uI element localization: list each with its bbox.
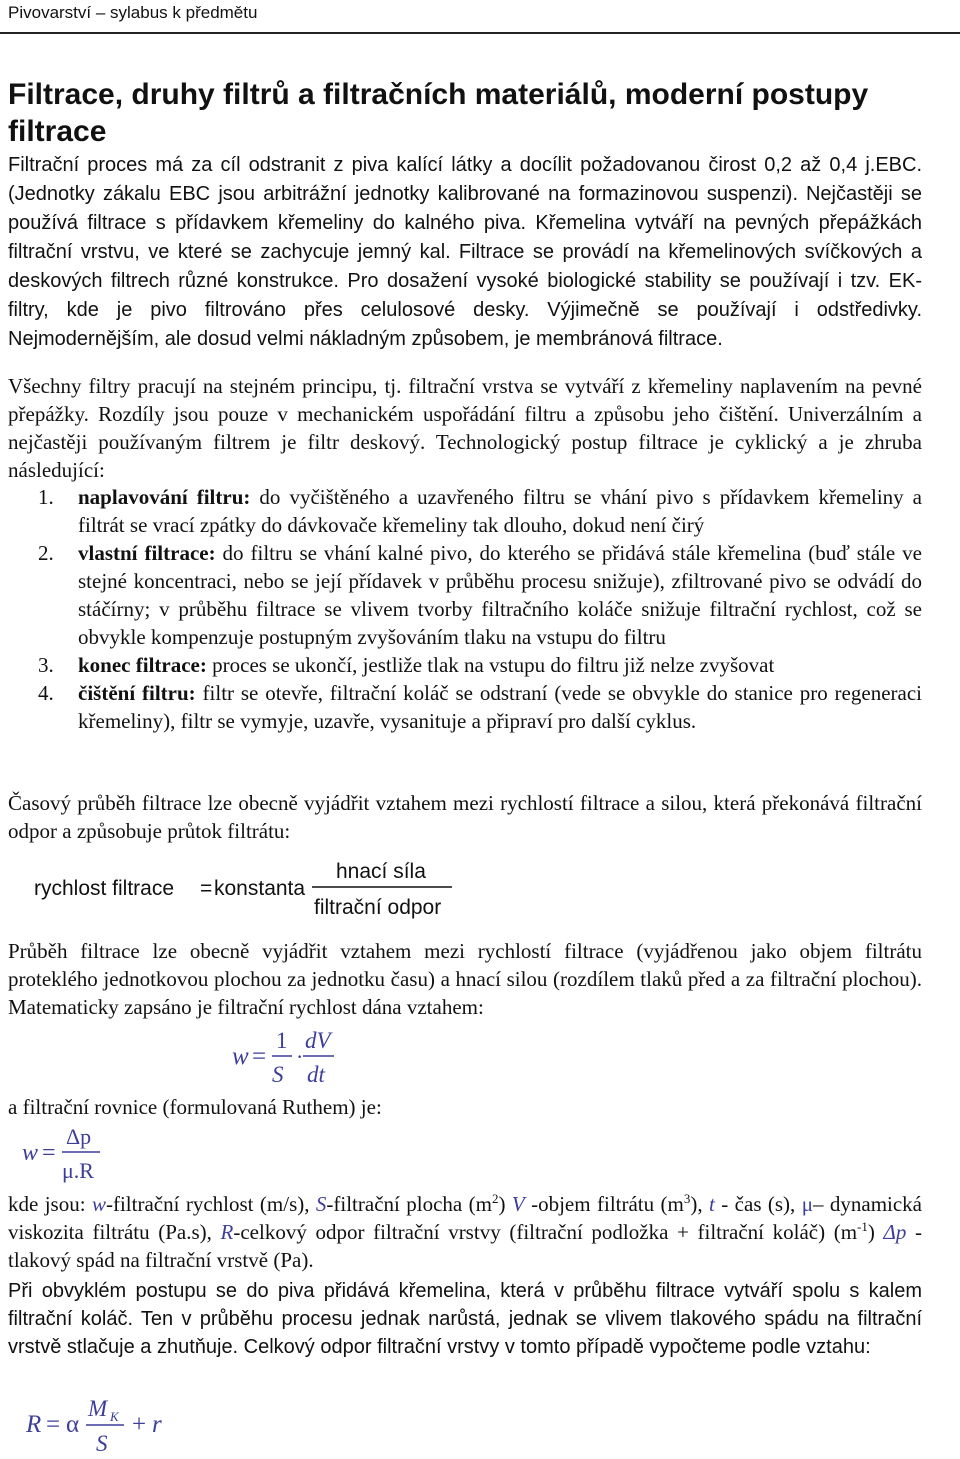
step-text: do vyčištěného a uzavřeného filtru se vhání pivo s přídavkem křemeliny a filtrát se vrací zpátky do dávkovače křemeliny tak dlouho, dokud není čirý <box>78 485 923 537</box>
symbols-text: ) <box>867 1220 884 1244</box>
symbol-w: w <box>91 1192 106 1216</box>
formula2-dt: dt <box>307 1062 325 1087</box>
formula3-equals: = <box>42 1140 56 1166</box>
symbols-text: -filtrační plocha (m <box>326 1192 492 1216</box>
formula1-denominator: filtrační odpor <box>314 896 442 919</box>
symbols-text: ) <box>498 1192 512 1216</box>
formula4-k: K <box>110 1409 119 1424</box>
symbol-V: V <box>511 1192 525 1216</box>
formula-ruth <box>0 1124 140 1184</box>
driving-force-paragraph: Průběh filtrace lze obecně vyjádřit vztahem mezi rychlostí filtrace (vyjádřenou jako objem filtrátu proteklého jednotkovou plochou za jednotku času) a hnací silou (rozdílem tlaků před a za filtrační plochou). Matematicky zapsáno je filtrační rychlost dána vztahem: <box>8 939 922 1019</box>
formula-total-resistance <box>0 1392 220 1456</box>
formula-filtration-rate <box>0 856 470 926</box>
formula2-equals: = <box>252 1043 267 1070</box>
symbols-text: - čas (s), <box>714 1192 802 1216</box>
symbols-text: ), <box>690 1192 710 1216</box>
step-label: konec filtrace: <box>78 653 207 677</box>
ruth-equation-paragraph: a filtrační rovnice (formulovaná Ruthem) je: <box>8 1095 382 1119</box>
formula4-R: R <box>26 1411 42 1438</box>
superscript-3: 3 <box>683 1191 691 1206</box>
symbol-delta-p: Δp <box>883 1220 907 1244</box>
formula3-numerator: Δp <box>66 1124 92 1149</box>
formula1-constant: konstanta <box>214 877 306 900</box>
flow-rate-paragraph: Časový průběh filtrace lze obecně vyjádřit vztahem mezi rychlostí filtrace a silou, která překonává filtrační odpor a způsobuje průtok filtrátu: <box>8 791 922 843</box>
formula4-alpha: α <box>66 1411 80 1438</box>
formula1-equals: = <box>200 877 213 900</box>
intro-paragraph-1 <box>8 150 922 353</box>
step-number: 3. <box>38 653 54 677</box>
step-number: 1. <box>38 485 54 509</box>
intro-text-1: Filtrační proces má za cíl odstranit z piva kalící látky a docílit požadovanou čirost 0,2 až 0,4 j.EBC. (Jednotky zákalu EBC jsou arbitrážní jednotky kalibrované na formazinovou suspenzi). <box>8 154 922 205</box>
symbols-text: -objem filtrátu (m <box>524 1192 684 1216</box>
procedure-step <box>8 539 922 651</box>
step-label: naplavování filtru: <box>78 485 251 509</box>
symbols-paragraph <box>8 1190 922 1274</box>
symbols-text: -celkový odpor filtrační vrstvy (filtrační podložka + filtrační koláč) (m <box>233 1220 858 1244</box>
procedure-step <box>8 483 922 539</box>
symbol-R: R <box>220 1220 234 1244</box>
formula2-dV: dV <box>305 1028 331 1053</box>
page-title: Filtrace, druhy filtrů a filtračních materiálů, moderní postupy filtrace <box>8 78 869 148</box>
header-rule <box>0 32 960 34</box>
step-text: proces se ukončí, jestliže tlak na vstupu do filtru již nelze zvyšovat <box>206 653 775 677</box>
formula2-dot: · <box>296 1044 304 1069</box>
symbol-S: S <box>315 1192 327 1216</box>
procedure-steps <box>8 483 922 735</box>
intro-text-2: Nejčastěji se používá filtrace s přídavkem křemeliny do kalného piva. Křemelina vytváří na pevných přepážkách filtrační vrstvu, ve které se zachycuje jemný kal. <box>8 183 923 263</box>
step-label: vlastní filtrace: <box>78 541 216 565</box>
symbols-text: -filtrační rychlost (m/s), <box>105 1192 316 1216</box>
page-header <box>0 0 960 36</box>
superscript-minus-1: -1 <box>857 1219 868 1234</box>
formula4-equals: = <box>46 1411 61 1438</box>
intro-paragraph-4: Všechny filtry pracují na stejném principu, tj. filtrační vrstva se vytváří z křemeliny naplavením na pevné přepážky. Rozdíly jsou pouze v mechanickém uspořádání filtru a způsobu jeho čištění. Univerzálním a nejčastěji používaným filtrem je filtr deskový. Technologický postup filtrace je cyklický a je zhruba následující: <box>8 374 922 482</box>
formula-flow-rate <box>0 1022 360 1090</box>
intro-text-3: Filtrace se provádí na křemelinových svíčkových a deskových filtrech různé konstrukce. Pro dosažení vysoké biologické stability se používají i tzv. EK-filtry, kde je pivo filtrováno přes celulosové desky. Výjimečně se používají i odstředivky. Nejmodernějším, ale dosud velmi nákladným způsobem, je membránová filtrace. <box>8 241 923 350</box>
formula4-S: S <box>96 1431 108 1456</box>
symbols-text: - tlakový spád na filtrační vrstvě (Pa). <box>8 1220 922 1272</box>
formula3-w: w <box>22 1140 39 1166</box>
formula1-lhs: rychlost filtrace <box>34 877 175 900</box>
step-text: filtr se otevře, filtrační koláč se odstraní (vede se obvykle do stanice pro regeneraci křemeliny), filtr se vymyje, uzavře, vysanituje a připraví pro další cyklus. <box>78 681 922 733</box>
symbols-text: – dynamická viskozita filtrátu (Pa.s), <box>8 1192 923 1244</box>
procedure-step <box>8 679 922 735</box>
superscript-2: 2 <box>491 1191 499 1206</box>
resistance-paragraph: Při obvyklém postupu se do piva přidává křemelina, která v průběhu filtrace vytváří spolu s kalem filtrační koláč. Ten v průběhu procesu jednak narůstá, jednak se vlivem tlakového spádu na filtrační vrstvě stlačuje a zhutňuje. Celkový odpor filtrační vrstvy v tomto případě vypočteme podle vztahu: <box>8 1280 922 1358</box>
formula3-denominator: μ.R <box>62 1158 94 1183</box>
header-title: Pivovarství – sylabus k předmětu <box>8 3 258 22</box>
formula4-r: r <box>152 1411 162 1438</box>
symbols-text: kde jsou: <box>8 1192 92 1216</box>
formula2-w: w <box>232 1043 249 1070</box>
formula4-M: M <box>88 1396 108 1421</box>
formula2-S: S <box>272 1062 284 1087</box>
step-text: do filtru se vhání kalné pivo, do kterého se přidává stále křemelina (buď stále ve stejné koncentraci, nebo se její přídavek v průběhu procesu snižuje), zfiltrované pivo se odvádí do stáčírny; v průběhu filtrace se vlivem tvorby filtračního koláče snižuje filtrační rychlost, což se obvykle kompenzuje postupným zvyšováním tlaku na vstupu do filtru <box>78 541 922 649</box>
symbol-mu: μ <box>801 1192 813 1216</box>
step-number: 2. <box>38 541 54 565</box>
procedure-step <box>8 651 922 679</box>
symbol-t: t <box>709 1192 715 1216</box>
formula1-numerator: hnací síla <box>336 860 426 883</box>
formula4-plus: + <box>132 1411 147 1438</box>
step-number: 4. <box>38 681 54 705</box>
formula2-one: 1 <box>276 1028 288 1053</box>
step-label: čištění filtru: <box>78 681 196 705</box>
